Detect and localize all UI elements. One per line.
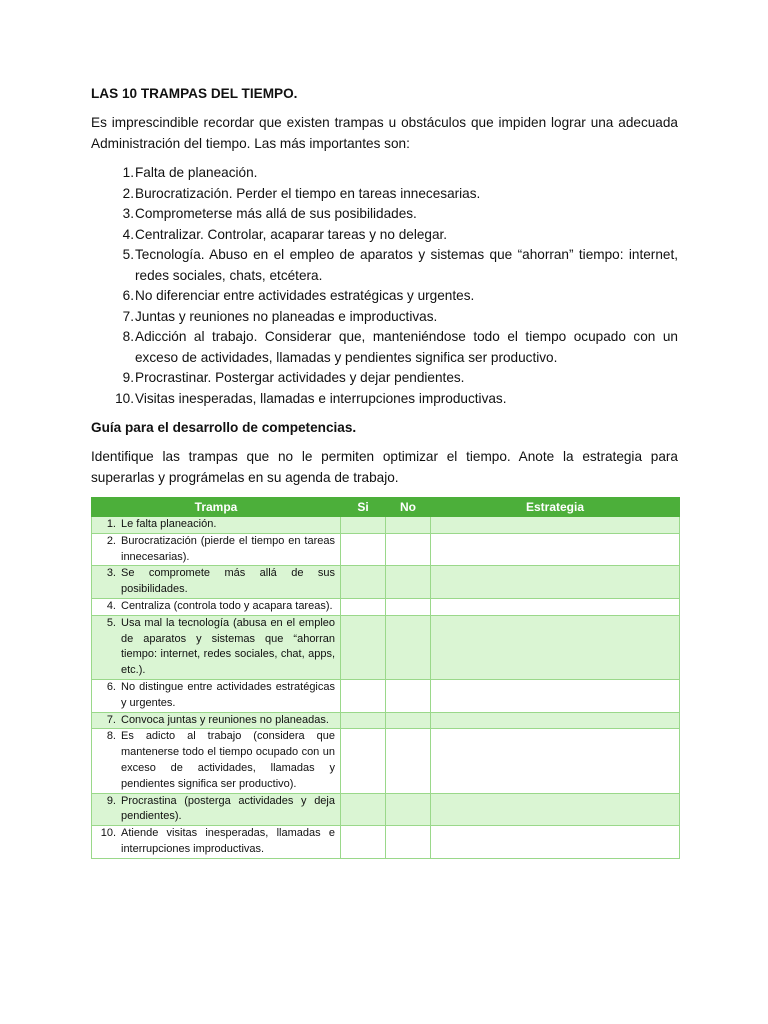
si-cell[interactable] (341, 615, 386, 679)
list-text: No diferenciar entre actividades estratégicas y urgentes. (135, 288, 475, 303)
no-cell[interactable] (386, 615, 431, 679)
table-row (92, 729, 680, 793)
list-number: 5. (122, 247, 134, 262)
list-number: 2. (122, 185, 134, 201)
row-number: 2. (106, 534, 116, 547)
si-cell[interactable] (341, 679, 386, 712)
si-cell[interactable] (341, 826, 386, 859)
table-row (92, 566, 680, 599)
table-row (92, 598, 680, 615)
row-number: 4. (106, 599, 116, 612)
strategy-cell[interactable] (431, 826, 680, 859)
trap-cell (92, 793, 341, 826)
table-row (92, 533, 680, 566)
strategy-cell[interactable] (431, 712, 680, 729)
list-item (91, 307, 678, 328)
list-text: Tecnología. Abuso en el empleo de aparatos y sistemas que “ahorran” tiempo: internet, redes sociales, chats, etcétera. (135, 247, 678, 283)
no-cell[interactable] (386, 793, 431, 826)
row-text: No distingue entre actividades estratégicas y urgentes. (121, 680, 335, 709)
row-number: 1. (106, 518, 116, 530)
list-text: Burocratización. Perder el tiempo en tareas innecesarias. (135, 185, 481, 201)
row-number: 7. (106, 713, 116, 726)
no-cell[interactable] (386, 712, 431, 729)
table-row (92, 517, 680, 534)
no-cell[interactable] (386, 566, 431, 599)
list-text: Adicción al trabajo. Considerar que, manteniéndose todo el tiempo ocupado con un exceso de actividades, llamadas y pendientes significa ser productivo. (135, 329, 678, 365)
row-text: Atiende visitas inesperadas, llamadas e interrupciones improductivas. (121, 827, 335, 855)
table-row (92, 679, 680, 712)
list-item (91, 204, 678, 225)
no-cell[interactable] (386, 826, 431, 859)
table-row (92, 793, 680, 826)
si-cell[interactable] (341, 598, 386, 615)
list-number: 6. (122, 288, 134, 303)
trap-cell (92, 679, 341, 712)
table-row (92, 712, 680, 729)
guide-paragraph: Identifique las trampas que no le permiten optimizar el tiempo. Anote la estrategia para superarlas y prográmelas en su agenda de trabajo. (91, 449, 678, 485)
trap-cell (92, 826, 341, 859)
row-number: 3. (106, 567, 116, 580)
list-text: Procrastinar. Postergar actividades y dejar pendientes. (135, 370, 465, 385)
list-item (91, 368, 678, 389)
row-number: 6. (106, 680, 116, 693)
row-text: Burocratización (pierde el tiempo en tareas innecesarias). (121, 534, 335, 563)
trap-cell (92, 566, 341, 599)
intro-paragraph: Es imprescindible recordar que existen trampas u obstáculos que impiden lograr una adecuada Administración del tiempo. Las más importantes son: (91, 115, 678, 151)
list-number: 9. (122, 370, 134, 385)
strategy-cell[interactable] (431, 517, 680, 534)
guide-title: Guía para el desarrollo de competencias. (91, 420, 357, 435)
list-text: Falta de planeación. (135, 165, 258, 180)
list-text: Visitas inesperadas, llamadas e interrupciones improductivas. (135, 390, 507, 406)
no-cell[interactable] (386, 729, 431, 793)
row-number: 8. (106, 730, 116, 743)
no-cell[interactable] (386, 598, 431, 615)
strategy-cell[interactable] (431, 793, 680, 826)
si-cell[interactable] (341, 729, 386, 793)
trap-cell (92, 533, 341, 566)
table-row (92, 615, 680, 679)
row-text: Se compromete más allá de sus posibilidades. (121, 567, 335, 596)
si-cell[interactable] (341, 712, 386, 729)
list-number: 4. (122, 226, 134, 242)
list-text: Centralizar. Controlar, acaparar tareas y no delegar. (135, 226, 448, 242)
strategy-cell[interactable] (431, 533, 680, 566)
row-text: Usa mal la tecnología (abusa en el empleo de aparatos y sistemas que “ahorran tiempo: internet, redes sociales, chat, apps, etc.). (121, 616, 335, 677)
row-number: 10. (100, 827, 116, 840)
si-cell[interactable] (341, 566, 386, 599)
table-header-row (92, 498, 680, 517)
no-cell[interactable] (386, 679, 431, 712)
row-text: Procrastina (posterga actividades y deja pendientes). (121, 794, 335, 823)
list-number: 10. (115, 390, 134, 406)
trap-cell (92, 729, 341, 793)
list-item (91, 245, 678, 286)
list-number: 1. (122, 165, 134, 180)
list-item (91, 225, 678, 246)
list-text: Comprometerse más allá de sus posibilidades. (135, 206, 417, 221)
traps-table (91, 497, 680, 859)
si-cell[interactable] (341, 517, 386, 534)
strategy-cell[interactable] (431, 598, 680, 615)
header-estrategia: Estrategia (431, 498, 680, 517)
list-item (91, 327, 678, 368)
row-number: 9. (106, 794, 116, 807)
no-cell[interactable] (386, 533, 431, 566)
list-number: 7. (122, 308, 134, 324)
row-text: Convoca juntas y reuniones no planeadas. (121, 713, 329, 726)
document-page (91, 84, 678, 859)
si-cell[interactable] (341, 793, 386, 826)
strategy-cell[interactable] (431, 679, 680, 712)
trap-cell (92, 615, 341, 679)
strategy-cell[interactable] (431, 615, 680, 679)
trap-cell (92, 598, 341, 615)
strategy-cell[interactable] (431, 566, 680, 599)
list-item (91, 163, 678, 184)
row-text: Centraliza (controla todo y acapara tareas). (121, 599, 333, 612)
list-number: 3. (122, 206, 134, 221)
header-trampa: Trampa (92, 498, 341, 517)
trap-cell (92, 517, 341, 534)
row-text: Le falta planeación. (121, 518, 217, 530)
list-item (91, 184, 678, 205)
page-title: LAS 10 TRAMPAS DEL TIEMPO. (91, 86, 298, 101)
list-item (91, 389, 678, 410)
strategy-cell[interactable] (431, 729, 680, 793)
si-cell[interactable] (341, 533, 386, 566)
table-row (92, 826, 680, 859)
row-number: 5. (106, 616, 116, 629)
list-text: Juntas y reuniones no planeadas e improductivas. (135, 308, 438, 324)
header-no: No (386, 498, 431, 517)
trap-cell (92, 712, 341, 729)
header-si: Si (341, 498, 386, 517)
list-number: 8. (122, 329, 134, 344)
list-item (91, 286, 678, 307)
row-text: Es adicto al trabajo (considera que mantenerse todo el tiempo ocupado con un exceso de actividades, llamadas y pendientes significa ser productivo). (121, 730, 335, 790)
traps-list (91, 163, 678, 409)
no-cell[interactable] (386, 517, 431, 534)
